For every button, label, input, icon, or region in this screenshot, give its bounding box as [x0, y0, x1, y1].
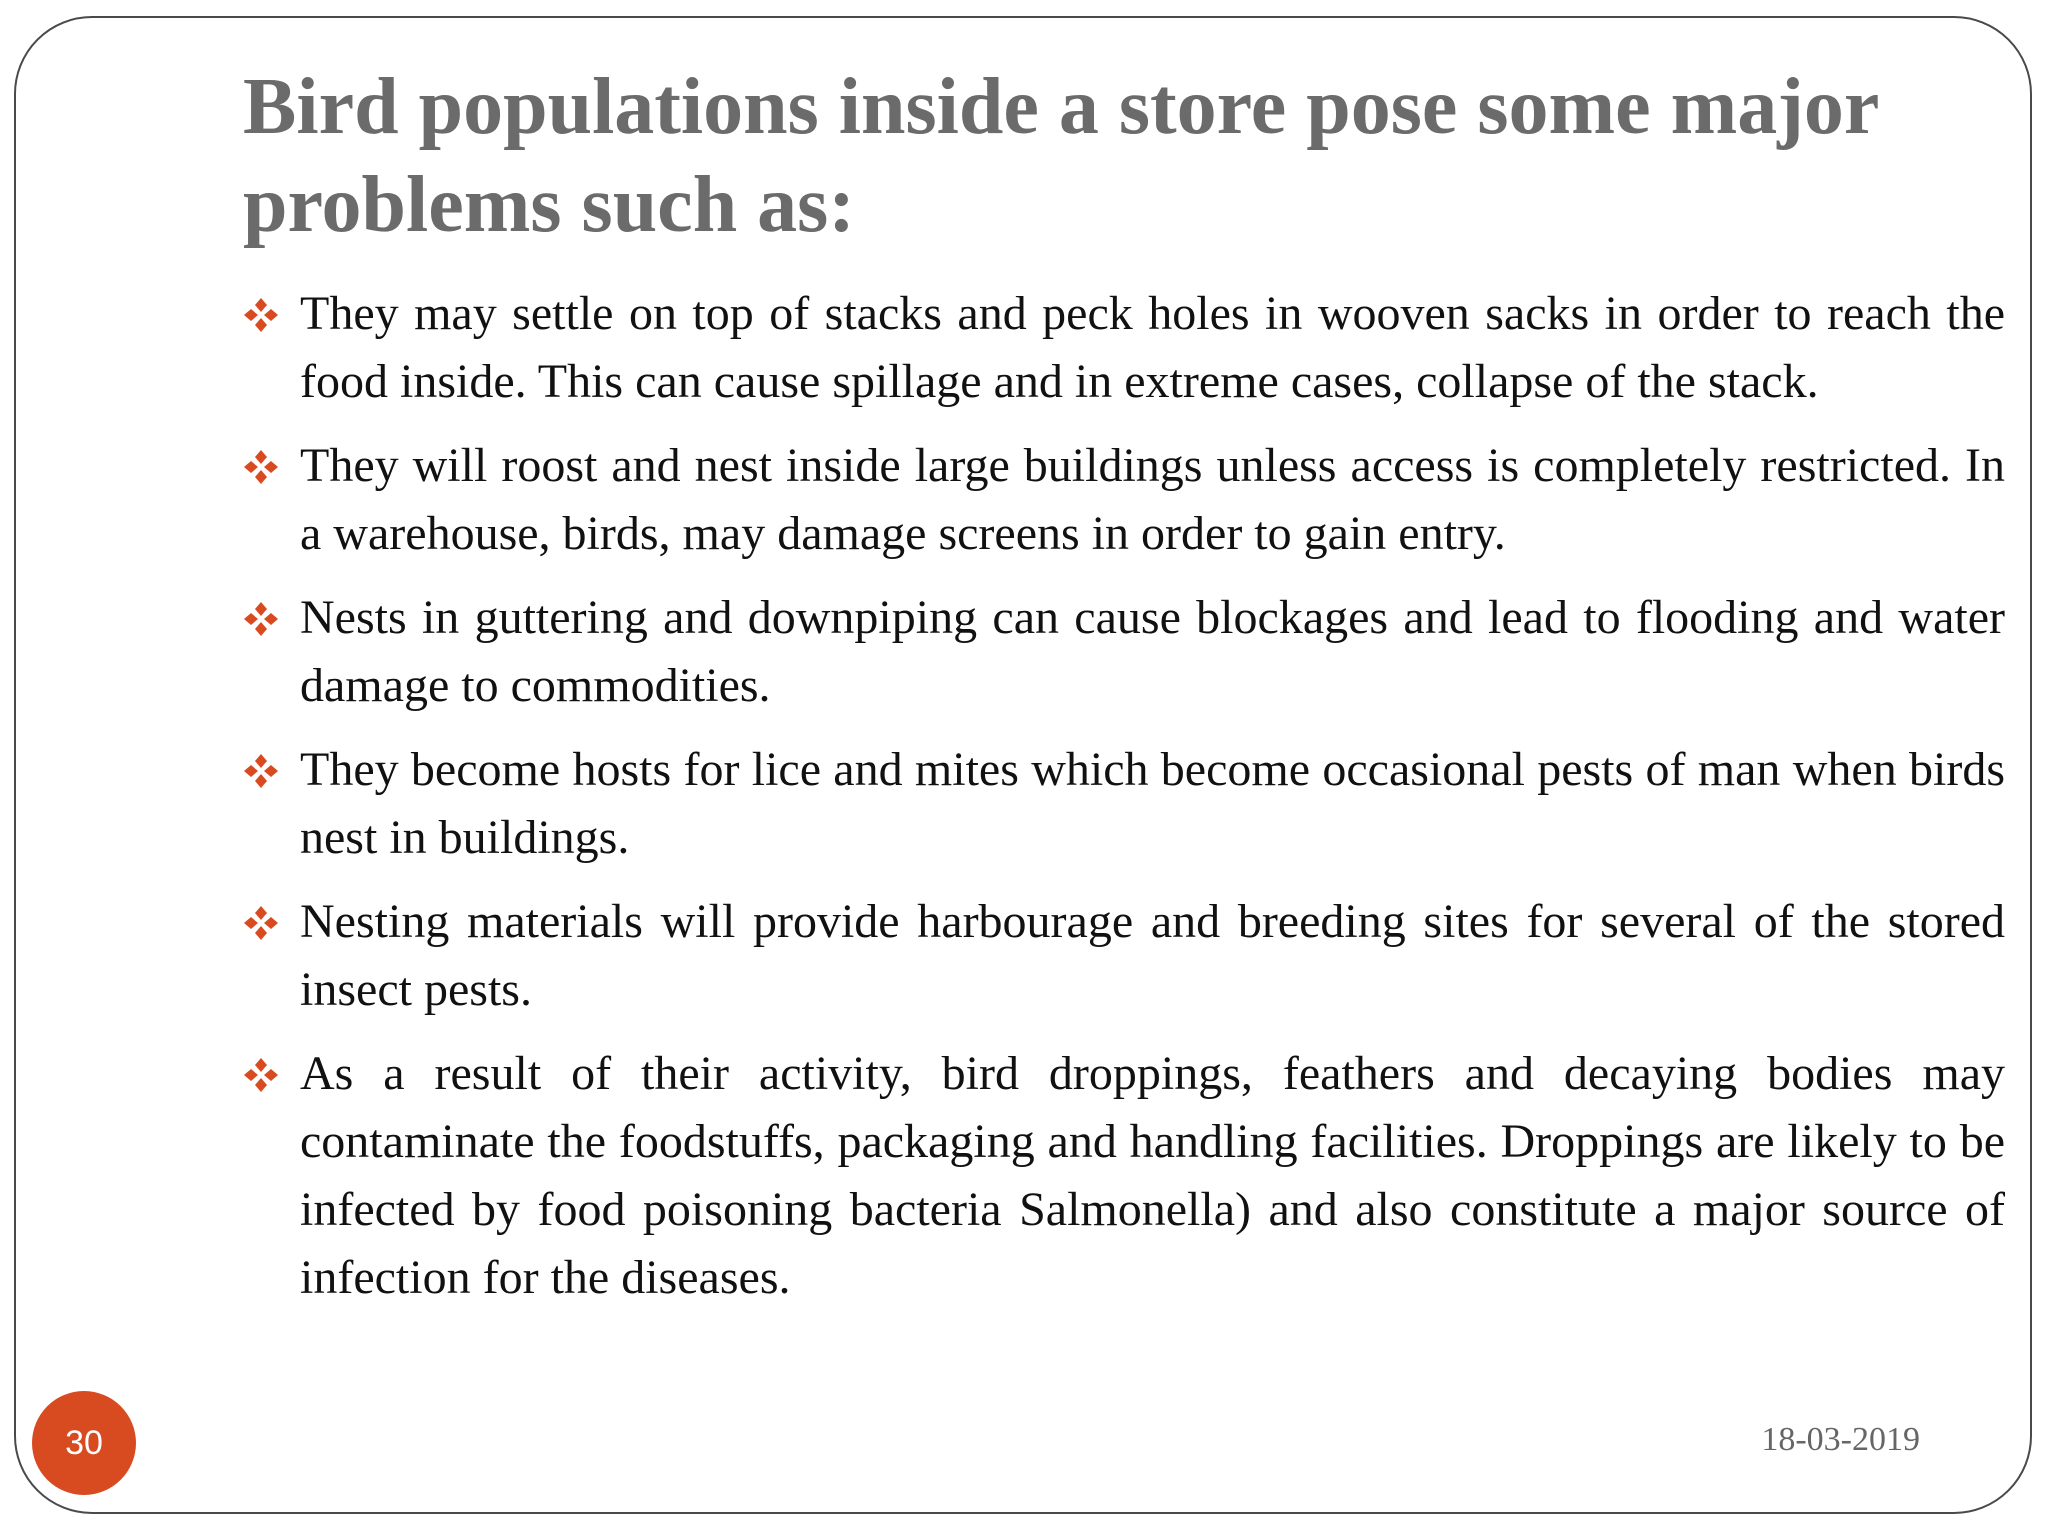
bullet-item [243, 432, 2005, 568]
bullet-text: They may settle on top of stacks and peck holes in wooven sacks in order to reach the food inside. This can cause spillage and in extreme cases, collapse of the stack. [300, 287, 2005, 408]
slide-number-badge: 30 [32, 1391, 136, 1495]
bullet-item [243, 584, 2005, 720]
four-diamond-bullet-icon [243, 905, 279, 941]
slide-title: Bird populations inside a store pose some major problems such as: [243, 63, 1878, 249]
four-diamond-bullet-icon [243, 753, 279, 789]
four-diamond-bullet-icon [243, 297, 279, 333]
bullet-list [243, 280, 2005, 1328]
bullet-text: As a result of their activity, bird droppings, feathers and decaying bodies may contaminate the foodstuffs, packaging and handling facilities. Droppings are likely to be infected by food poisoning bacteria Salmonella) and also constitute a major source of infection for the diseases. [300, 1047, 2005, 1304]
bullet-text: Nesting materials will provide harbourage and breeding sites for several of the stored insect pests. [300, 895, 2005, 1016]
slide-frame [14, 16, 2032, 1514]
four-diamond-bullet-icon [243, 601, 279, 637]
four-diamond-bullet-icon [243, 449, 279, 485]
bullet-item [243, 736, 2005, 872]
bullet-item [243, 1040, 2005, 1312]
bullet-item [243, 888, 2005, 1024]
bullet-text: They become hosts for lice and mites which become occasional pests of man when birds nest in buildings. [300, 743, 2005, 864]
four-diamond-bullet-icon [243, 1057, 279, 1093]
bullet-text: They will roost and nest inside large buildings unless access is completely restricted. In a warehouse, birds, may damage screens in order to gain entry. [300, 439, 2005, 560]
bullet-item [243, 280, 2005, 416]
slide-date: 18-03-2019 [1761, 1421, 1920, 1458]
bullet-text: Nests in guttering and downpiping can cause blockages and lead to flooding and water damage to commodities. [300, 591, 2005, 712]
